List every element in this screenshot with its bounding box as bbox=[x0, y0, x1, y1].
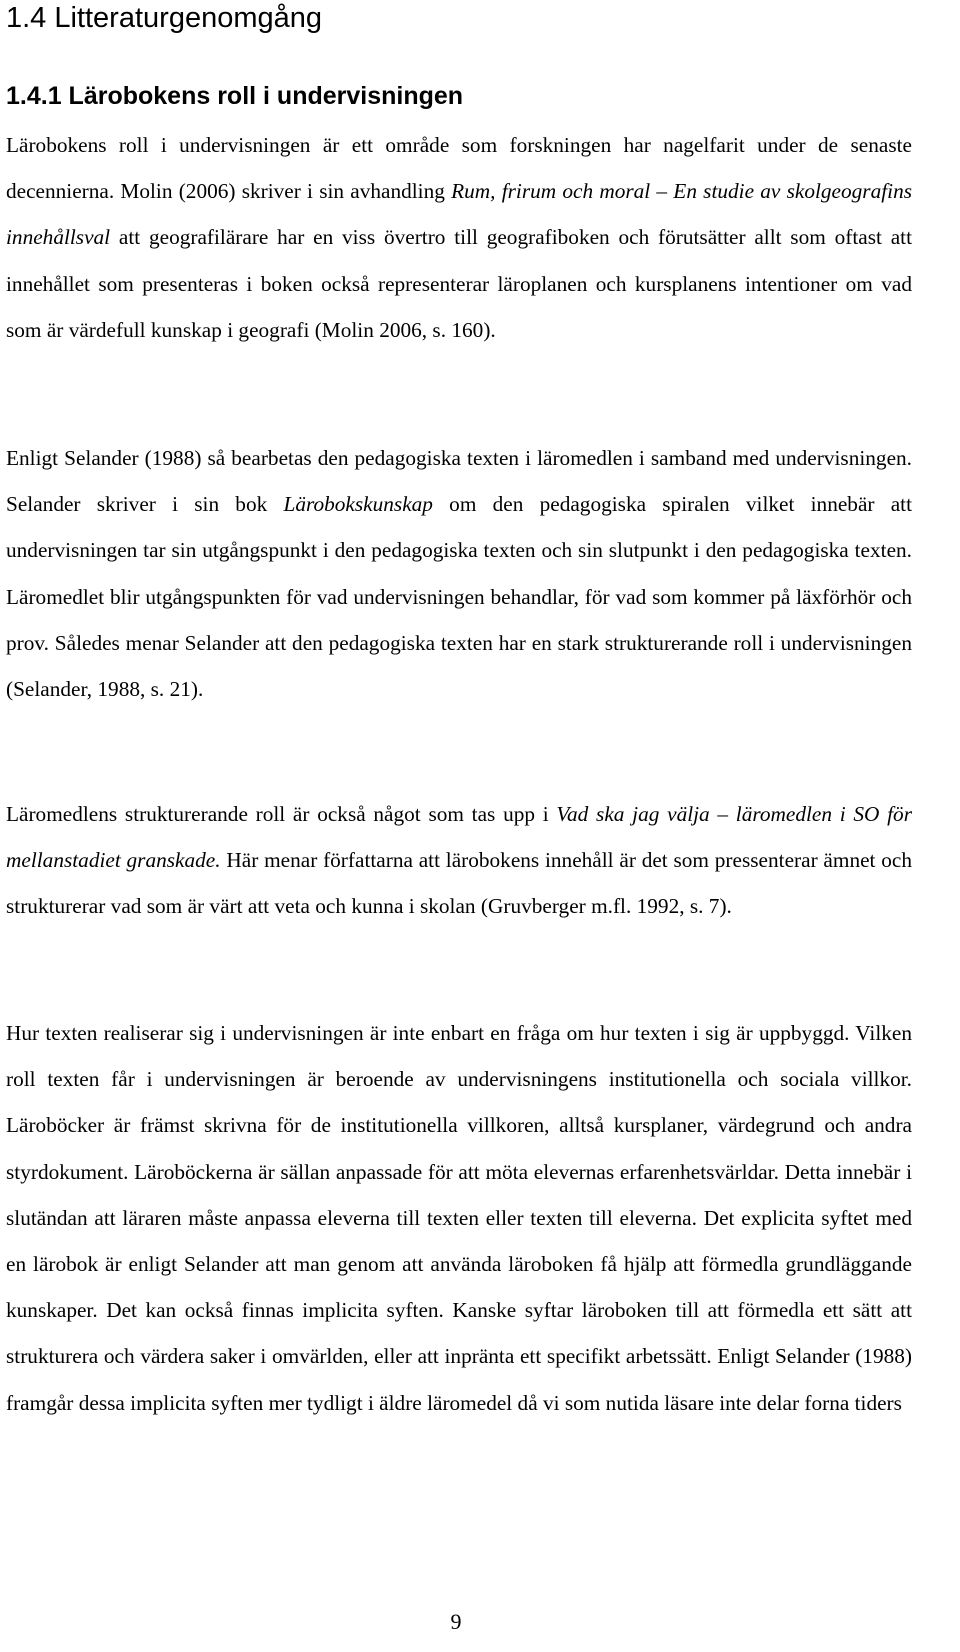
paragraph-2 bbox=[6, 435, 912, 712]
paragraph-4 bbox=[6, 1010, 912, 1426]
paragraph-4-text: Hur texten realiserar sig i undervisningen är inte enbart en fråga om hur texten i sig är uppbyggd. Vilken roll texten får i undervisningen är beroende av undervisningens institutionella och sociala villkor. Läroböcker är främst skrivna för de institutionella villkoren, alltså kursplaner, värdegrund och andra styrdokument. Läroböckerna är sällan anpassade för att möta elevernas erfarenhetsvärldar. Detta innebär i slutändan att läraren måste anpassa eleverna till texten eller texten till eleverna. Det explicita syftet med en lärobok är enligt Selander att man genom att använda läroboken få hjälp att förmedla grundläggande kunskaper. Det kan också finnas implicita syften. Kanske syftar läroboken till att förmedla ett sätt att strukturera och värdera saker i omvärlden, eller att inpränta ett specifikt arbetssätt. Enligt Selander (1988) framgår dessa implicita syften mer tydligt i äldre läromedel då vi som nutida läsare inte delar forna tiders bbox=[6, 1021, 912, 1415]
paragraph-1 bbox=[6, 122, 912, 353]
paragraph-3-title-italic: Vad ska jag välja – läromedlen i SO för mellanstadiet granskade. bbox=[6, 802, 912, 873]
paragraph-3 bbox=[6, 791, 912, 930]
paragraph-3-text-a: Läromedlens strukturerande roll är också något som tas upp i bbox=[6, 802, 557, 826]
paragraph-1-text-b: att geografilärare har en viss övertro till geografiboken och förutsätter allt som oftast att innehållet som presenteras i boken också representerar läroplanen och kursplanens intentioner om vad som är värdefull kunskap i geografi (Molin 2006, s. 160). bbox=[6, 225, 912, 342]
paragraph-3-text-b: Här menar författarna att lärobokens innehåll är det som pressenterar ämnet och strukturerar vad som är värt att veta och kunna i skolan (Gruvberger m.fl. 1992, s. 7). bbox=[6, 848, 913, 919]
subsection-heading: 1.4.1 Lärobokens roll i undervisningen bbox=[6, 82, 464, 110]
paragraph-2-title-italic: Lärobokskunskap bbox=[283, 492, 433, 517]
paragraph-2-text-b: om den pedagogiska spiralen vilket innebär att undervisningen tar sin utgångspunkt i den pedagogiska texten och sin slutpunkt i den pedagogiska texten. Läromedlet blir utgångspunkten för vad undervisningen behandlar, för vad som kommer på läxförhör och prov. Således menar Selander att den pedagogiska texten har en stark strukturerande roll i undervisningen (Selander, 1988, s. 21). bbox=[6, 492, 912, 702]
paragraph-1-title-italic: Rum, frirum och moral – En studie av skolgeografins innehållsval bbox=[6, 179, 913, 250]
page-number: 9 bbox=[450, 1609, 462, 1634]
paragraph-2-text-a: Enligt Selander (1988) så bearbetas den pedagogiska texten i läromedlen i samband med undervisningen. Selander skriver i sin bok bbox=[6, 446, 912, 517]
section-heading: 1.4 Litteraturgenomgång bbox=[6, 2, 322, 34]
paragraph-1-text-a: Lärobokens roll i undervisningen är ett område som forskningen har nagelfarit under de senaste decennierna. Molin (2006) skriver i sin avhandling bbox=[6, 133, 912, 204]
